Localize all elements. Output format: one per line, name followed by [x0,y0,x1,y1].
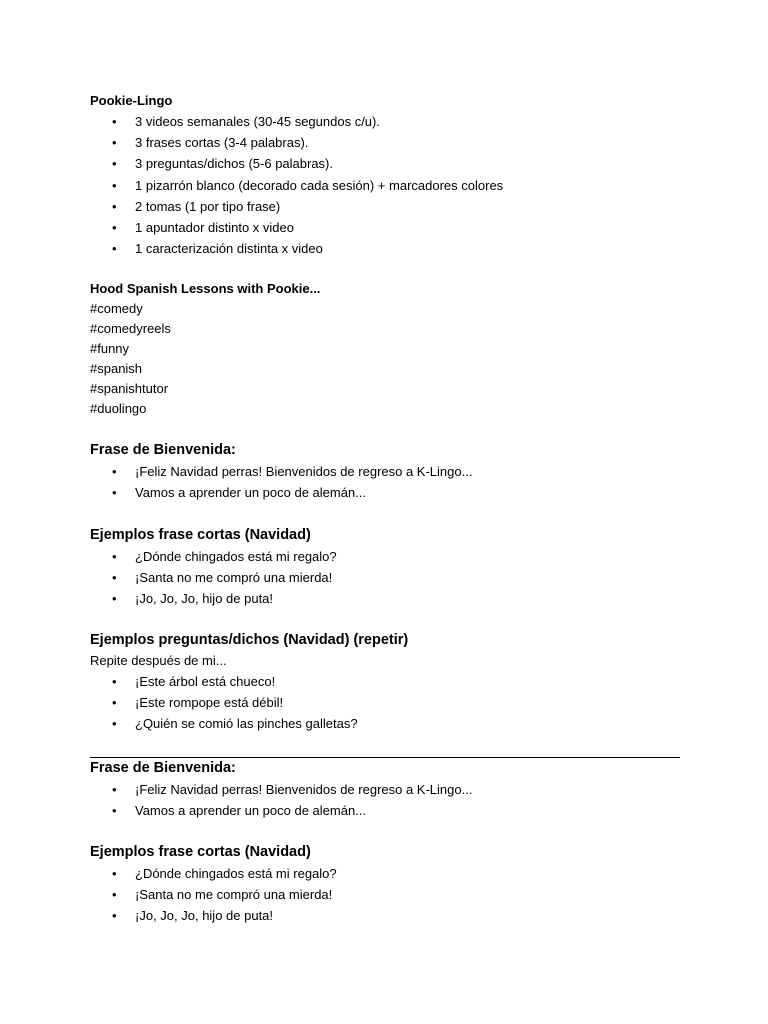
list-item: • Vamos a aprender un poco de alemán... [90,482,690,503]
bullet-list [90,779,690,821]
bullet-icon: • [112,114,117,129]
list-item: • Vamos a aprender un poco de alemán... [90,800,690,821]
hashtag: #spanish [90,361,143,376]
intro-text: Repite después de mi... [90,653,227,668]
bullet-list [90,863,690,927]
section-welcome-phrase [90,757,690,821]
list-item: • ¡Feliz Navidad perras! Bienvenidos de regreso a K-Lingo... [90,461,690,482]
bullet-icon: • [112,716,117,732]
list-item: • ¡Este rompope está débil! [90,692,690,713]
bullet-list [90,461,690,503]
bullet-icon: • [112,135,117,151]
list-item: • ¡Jo, Jo, Jo, hijo de puta! [90,588,690,609]
list-item: • 3 frases cortas (3-4 palabras). [90,132,690,153]
bullet-icon: • [112,220,117,236]
section-pookie-lingo [90,91,690,259]
section-title: Ejemplos preguntas/dichos (Navidad) (repetir) [90,632,409,648]
bullet-icon: • [112,241,117,257]
list-item: • 1 pizarrón blanco (decorado cada sesión) + marcadores colores [90,175,690,196]
list-item: • 2 tomas (1 por tipo frase) [90,196,690,217]
list-item: • ¡Santa no me compró una mierda! [90,567,690,588]
hashtag: #comedyreels [90,321,171,336]
bullet-icon: • [112,464,117,479]
section-welcome-phrase [90,439,690,503]
hashtag: #duolingo [90,401,147,416]
section-title: Frase de Bienvenida: [90,442,236,458]
list-item: • 1 caracterización distinta x video [90,238,690,259]
bullet-icon: • [112,198,117,214]
bullet-list [90,111,690,259]
hashtag: #comedy [90,301,143,316]
bullet-icon: • [112,591,117,607]
list-item: • 3 preguntas/dichos (5-6 palabras). [90,153,690,174]
list-item: • ¿Quién se comió las pinches galletas? [90,713,690,734]
bullet-icon: • [112,549,117,564]
section-hood-spanish [90,279,690,419]
bullet-icon: • [112,177,117,193]
section-title: Pookie-Lingo [90,93,173,108]
section-title: Ejemplos frase cortas (Navidad) [90,527,311,543]
list-item: • ¡Este árbol está chueco! [90,671,690,692]
bullet-icon: • [112,782,117,797]
bullet-list [90,546,690,610]
section-short-phrases [90,524,690,610]
hashtag: #funny [90,341,130,356]
bullet-icon: • [112,674,117,689]
bullet-icon: • [112,866,117,881]
bullet-icon: • [112,887,117,903]
bullet-icon: • [112,695,117,711]
section-title: Hood Spanish Lessons with Pookie... [90,281,321,296]
list-item: • ¡Santa no me compró una mierda! [90,884,690,905]
bullet-icon: • [112,570,117,586]
hashtag: #spanishtutor [90,381,169,396]
list-item: • 1 apuntador distinto x video [90,217,690,238]
section-title: Ejemplos frase cortas (Navidad) [90,844,311,860]
list-item: • ¿Dónde chingados está mi regalo? [90,546,690,567]
section-short-phrases [90,841,690,927]
list-item: • ¡Feliz Navidad perras! Bienvenidos de regreso a K-Lingo... [90,779,690,800]
section-title: Frase de Bienvenida: [90,760,236,776]
bullet-icon: • [112,156,117,172]
bullet-icon: • [112,908,117,924]
list-item: • ¿Dónde chingados está mi regalo? [90,863,690,884]
bullet-icon: • [112,485,117,501]
list-item: • 3 videos semanales (30-45 segundos c/u). [90,111,690,132]
bullet-list [90,671,690,735]
list-item: • ¡Jo, Jo, Jo, hijo de puta! [90,905,690,926]
section-questions-sayings [90,629,690,735]
bullet-icon: • [112,803,117,819]
